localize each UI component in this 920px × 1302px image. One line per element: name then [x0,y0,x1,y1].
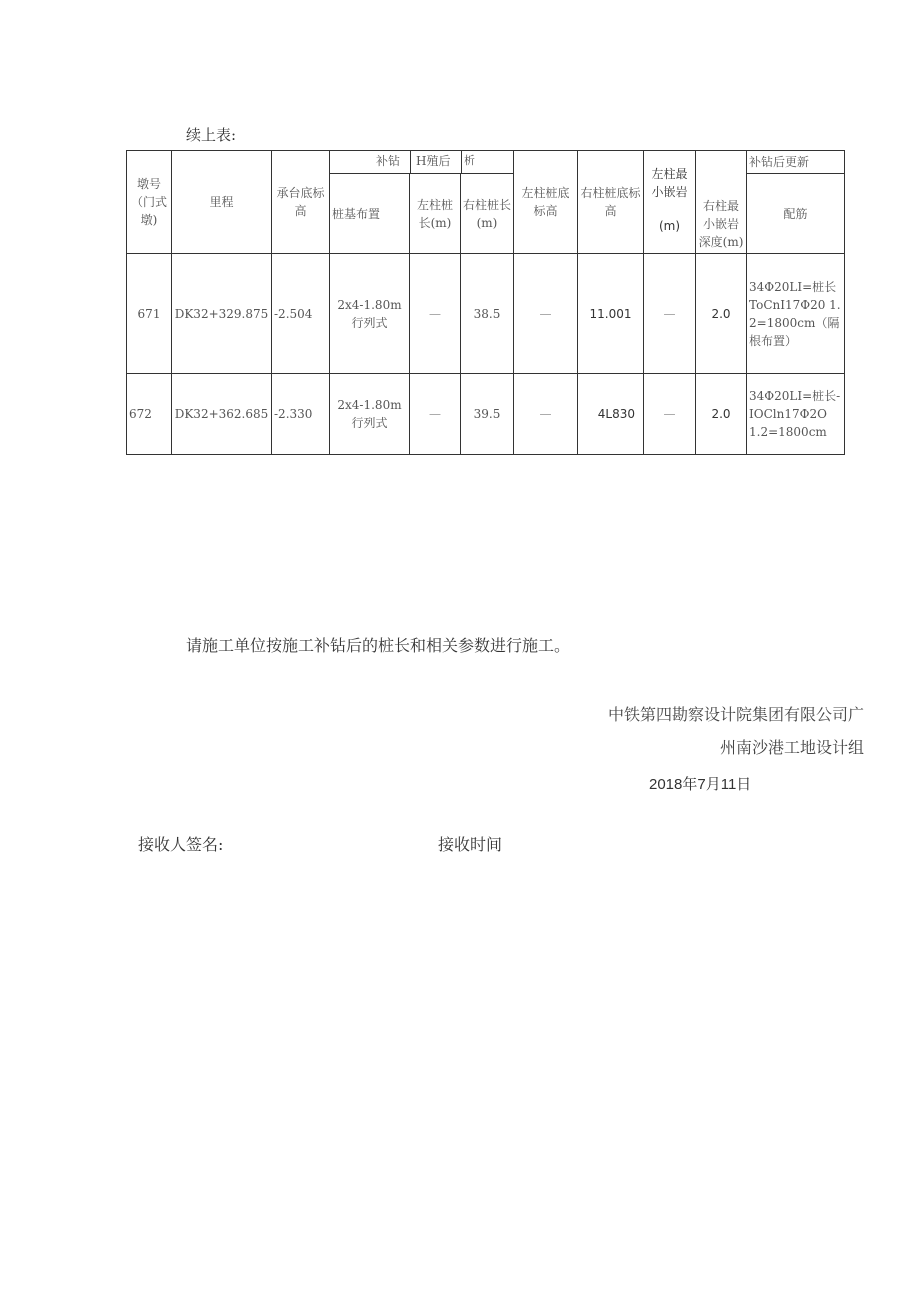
org-line-2: 州南沙港工地设计组 [719,738,864,757]
header-pier: 墩号（门式墩) [127,151,172,254]
cell-cap-bottom: -2.504 [272,254,330,374]
header-left-bottom: 左柱桩底标高 [514,151,578,254]
cell-right-embed: 2.0 [696,374,747,455]
cell-layout: 2x4-1.80m 行列式 [330,254,410,374]
issue-date: 2018年7月11日 [649,776,752,793]
org-line-1: 中铁第四勘察设计院集团有限公司广 [607,705,864,724]
cell-right-len: 39.5 [461,374,514,455]
table-row [127,254,845,374]
cell-left-len: — [410,374,461,455]
header-right-embed: 右柱最小嵌岩深度(m) [696,151,747,254]
header-group-c: 析 [464,154,475,167]
cell-mileage: DK32+362.685 [172,374,272,455]
cell-right-embed: 2.0 [696,254,747,374]
receive-time-label: 接收时间 [438,835,503,854]
cell-left-bottom: — [514,254,578,374]
header-pile-layout: 桩基布置 [330,174,410,254]
cell-mileage: DK32+329.875 [172,254,272,374]
header-mileage: 里程 [172,151,272,254]
cell-left-len: — [410,254,461,374]
header-left-embed-label: 左柱最小嵌岩 [651,167,688,199]
header-group-b: H殖后 [416,154,451,168]
cell-left-embed: — [644,374,696,455]
cell-left-embed: — [644,254,696,374]
receiver-signature-label: 接收人签名: [138,835,224,854]
header-group-drill [330,151,514,174]
header-update-group: 补钻后更新 [747,151,845,174]
cell-cap-bottom: -2.330 [272,374,330,455]
cell-left-bottom: — [514,374,578,455]
header-group-a: 补钻 [376,154,401,168]
cell-pier: 671 [127,254,172,374]
table-caption: 续上表: [186,126,237,144]
header-rebar: 配筋 [747,174,845,254]
header-left-embed [644,151,696,254]
header-left-len: 左柱桩长(m) [410,174,461,254]
cell-rebar: 34Φ20LI=桩长ToCnI17Φ20 1.2=1800cm（隔根布置） [747,254,845,374]
cell-pier: 672 [127,374,172,455]
header-right-bottom: 右柱桩底标高 [578,151,644,254]
cell-rebar: 34Φ20LI=桩长-IOCln17Φ2O 1.2=1800cm [747,374,845,455]
pile-table [126,150,845,455]
cell-right-len: 38.5 [461,254,514,374]
cell-right-bottom: 4L830 [578,374,644,455]
header-right-len: 右柱桩长(m) [461,174,514,254]
header-left-embed-unit: (m) [658,219,681,233]
table-row [127,374,845,455]
cell-right-bottom: 11.001 [578,254,644,374]
cell-layout: 2x4-1.80m 行列式 [330,374,410,455]
header-cap-bottom: 承台底标高 [272,151,330,254]
instruction-note: 请施工单位按施工补钻后的桩长和相关参数进行施工。 [186,636,571,655]
